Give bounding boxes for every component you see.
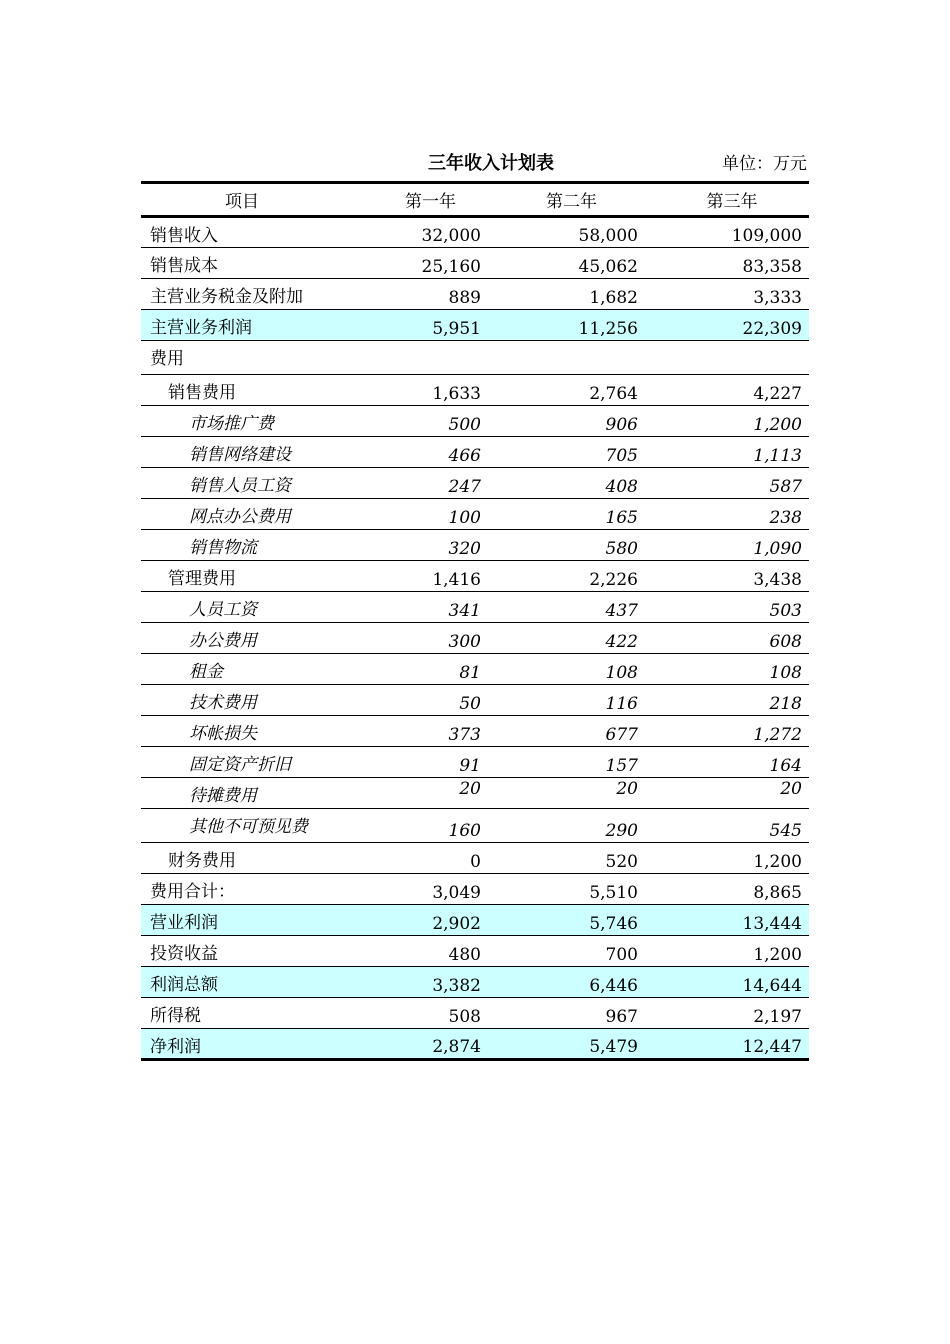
cell-year-3: 4,227 xyxy=(753,384,802,404)
cell-year-2: 705 xyxy=(605,446,638,466)
row-sales-salaries xyxy=(141,468,809,499)
row-label: 待摊费用 xyxy=(189,786,257,806)
cell-year-1: 373 xyxy=(448,725,481,745)
cell-year-2: 677 xyxy=(605,725,638,745)
header-row xyxy=(141,183,809,217)
cell-year-1: 300 xyxy=(448,632,481,652)
row-label: 销售收入 xyxy=(150,226,218,246)
row-label: 营业利润 xyxy=(141,905,353,936)
cell-year-1: 81 xyxy=(459,663,481,683)
row-income-tax xyxy=(141,998,809,1029)
cell-year-2: 2,764 xyxy=(589,384,638,404)
cell-year-3: 545 xyxy=(769,821,802,841)
cell-year-2: 1,682 xyxy=(589,288,638,308)
cell-year-2: 700 xyxy=(605,945,638,965)
cell-year-1: 50 xyxy=(459,694,481,714)
header-year-2: 第二年 xyxy=(488,183,645,217)
row-net-profit xyxy=(141,1029,809,1060)
row-label: 主营业务税金及附加 xyxy=(150,287,303,307)
cell-year-1: 5,951 xyxy=(353,310,488,341)
cell-year-1: 32,000 xyxy=(421,226,481,246)
row-label: 主营业务利润 xyxy=(141,310,353,341)
cell-year-1: 500 xyxy=(448,415,481,435)
row-label: 所得税 xyxy=(150,1006,201,1026)
cell-year-1: 3,049 xyxy=(432,883,481,903)
cell-year-1: 1,416 xyxy=(432,570,481,590)
cell-year-3: 1,090 xyxy=(753,539,802,559)
row-finance-expenses xyxy=(141,843,809,874)
row-contingency xyxy=(141,809,809,843)
cell-year-1: 247 xyxy=(448,477,481,497)
cell-year-2: 11,256 xyxy=(488,310,645,341)
cell-year-3: 164 xyxy=(769,756,802,776)
row-tech-expenses xyxy=(141,685,809,716)
cell-year-1: 320 xyxy=(448,539,481,559)
row-total-profit xyxy=(141,967,809,998)
cell-year-2: 5,510 xyxy=(589,883,638,903)
cell-year-2: 906 xyxy=(605,415,638,435)
cell-year-1: 2,902 xyxy=(353,905,488,936)
row-office-expenses xyxy=(141,623,809,654)
unit-label: 单位：万元 xyxy=(722,154,807,174)
cell-year-3: 503 xyxy=(769,601,802,621)
row-sales-logistics xyxy=(141,530,809,561)
row-label: 租金 xyxy=(189,662,223,682)
income-plan-sheet xyxy=(141,145,809,1061)
cell-year-2: 116 xyxy=(605,694,638,714)
cell-year-2: 108 xyxy=(605,663,638,683)
cell-year-2: 408 xyxy=(605,477,638,497)
row-label: 销售物流 xyxy=(189,538,257,558)
row-total-expenses xyxy=(141,874,809,905)
cell-year-3: 238 xyxy=(769,508,802,528)
cell-year-1: 25,160 xyxy=(421,257,481,277)
cell-year-3: 8,865 xyxy=(753,883,802,903)
cell-year-2: 5,479 xyxy=(488,1029,645,1060)
row-label: 管理费用 xyxy=(168,569,236,589)
row-label: 财务费用 xyxy=(168,851,236,871)
cell-year-3: 1,200 xyxy=(753,415,802,435)
header-year-1: 第一年 xyxy=(353,183,488,217)
cell-year-1: 341 xyxy=(448,601,481,621)
row-label: 人员工资 xyxy=(189,600,257,620)
cell-year-3: 3,438 xyxy=(753,570,802,590)
cell-year-2: 967 xyxy=(605,1007,638,1027)
row-label: 投资收益 xyxy=(150,944,218,964)
cell-year-3: 20 xyxy=(780,779,802,799)
row-staff-salaries xyxy=(141,592,809,623)
row-label: 费用合计： xyxy=(150,882,235,902)
cell-year-2: 437 xyxy=(605,601,638,621)
cell-year-3: 587 xyxy=(769,477,802,497)
row-label: 费用 xyxy=(150,349,184,369)
row-label: 其他不可预见费 xyxy=(189,817,308,837)
row-sales-revenue xyxy=(141,217,809,248)
row-label: 坏帐损失 xyxy=(189,724,257,744)
cell-year-3: 1,113 xyxy=(753,446,802,466)
title-row xyxy=(141,145,809,181)
cell-year-2: 165 xyxy=(605,508,638,528)
row-sales-cost xyxy=(141,248,809,279)
row-label: 净利润 xyxy=(141,1029,353,1060)
cell-year-3 xyxy=(645,341,809,375)
cell-year-2: 58,000 xyxy=(578,226,638,246)
cell-year-2: 290 xyxy=(605,821,638,841)
row-label: 销售人员工资 xyxy=(189,476,291,496)
row-label: 销售成本 xyxy=(150,256,218,276)
header-item: 项目 xyxy=(141,183,353,217)
cell-year-1: 100 xyxy=(448,508,481,528)
cell-year-3: 1,200 xyxy=(753,945,802,965)
cell-year-1: 889 xyxy=(448,288,481,308)
row-outlet-office xyxy=(141,499,809,530)
row-bad-debt xyxy=(141,716,809,747)
cell-year-3: 3,333 xyxy=(753,288,802,308)
row-label: 办公费用 xyxy=(189,631,257,651)
cell-year-1: 466 xyxy=(448,446,481,466)
row-deferred-expenses xyxy=(141,778,809,809)
cell-year-1: 91 xyxy=(459,756,481,776)
cell-year-1: 1,633 xyxy=(432,384,481,404)
cell-year-2: 2,226 xyxy=(589,570,638,590)
cell-year-1: 160 xyxy=(448,821,481,841)
row-investment-income xyxy=(141,936,809,967)
cell-year-2: 580 xyxy=(605,539,638,559)
cell-year-3: 12,447 xyxy=(645,1029,809,1060)
row-label: 技术费用 xyxy=(189,693,257,713)
cell-year-3: 218 xyxy=(769,694,802,714)
row-label: 固定资产折旧 xyxy=(189,755,291,775)
row-label: 网点办公费用 xyxy=(189,507,291,527)
cell-year-2: 5,746 xyxy=(488,905,645,936)
row-marketing xyxy=(141,406,809,437)
cell-year-3: 1,272 xyxy=(753,725,802,745)
cell-year-3: 22,309 xyxy=(645,310,809,341)
income-plan-table xyxy=(141,181,809,1061)
cell-year-2: 20 xyxy=(616,779,638,799)
cell-year-2: 157 xyxy=(605,756,638,776)
cell-year-3: 2,197 xyxy=(753,1007,802,1027)
row-depreciation xyxy=(141,747,809,778)
cell-year-3: 109,000 xyxy=(731,226,802,246)
row-sales-network xyxy=(141,437,809,468)
cell-year-2: 45,062 xyxy=(578,257,638,277)
cell-year-3: 14,644 xyxy=(645,967,809,998)
cell-year-2: 422 xyxy=(605,632,638,652)
row-selling-expenses xyxy=(141,375,809,406)
row-rent xyxy=(141,654,809,685)
row-main-business-profit xyxy=(141,310,809,341)
cell-year-1: 20 xyxy=(459,779,481,799)
table-title: 三年收入计划表 xyxy=(428,153,554,174)
row-label: 市场推广费 xyxy=(189,414,274,434)
header-year-3: 第三年 xyxy=(645,183,809,217)
cell-year-3: 1,200 xyxy=(753,852,802,872)
row-business-tax xyxy=(141,279,809,310)
cell-year-2: 520 xyxy=(605,852,638,872)
row-label: 销售网络建设 xyxy=(189,445,291,465)
cell-year-3: 608 xyxy=(769,632,802,652)
row-admin-expenses xyxy=(141,561,809,592)
cell-year-3: 13,444 xyxy=(645,905,809,936)
cell-year-3: 108 xyxy=(769,663,802,683)
cell-year-1: 480 xyxy=(448,945,481,965)
row-label: 利润总额 xyxy=(141,967,353,998)
cell-year-2: 6,446 xyxy=(488,967,645,998)
cell-year-1: 2,874 xyxy=(353,1029,488,1060)
cell-year-1 xyxy=(353,341,488,375)
cell-year-1: 3,382 xyxy=(353,967,488,998)
cell-year-3: 83,358 xyxy=(742,257,802,277)
row-expenses-heading xyxy=(141,341,809,375)
row-label: 销售费用 xyxy=(168,383,236,403)
cell-year-2 xyxy=(488,341,645,375)
cell-year-1: 508 xyxy=(448,1007,481,1027)
cell-year-1: 0 xyxy=(470,852,481,872)
row-operating-profit xyxy=(141,905,809,936)
